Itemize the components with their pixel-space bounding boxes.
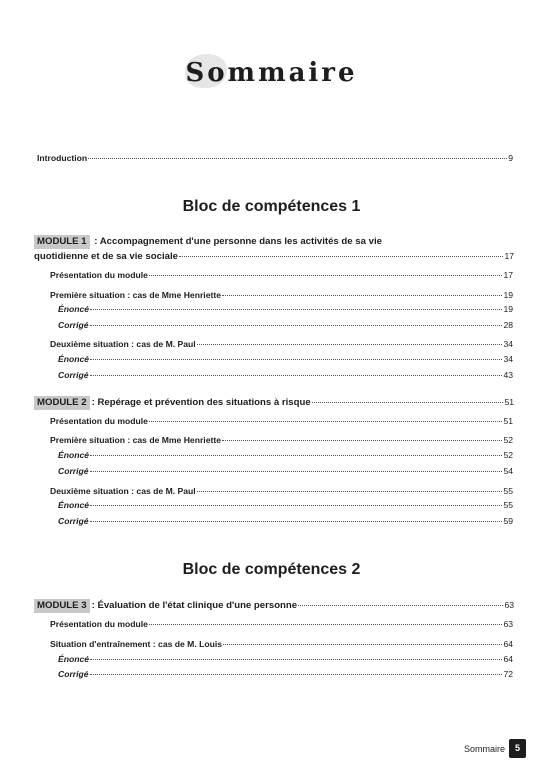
dot-leader bbox=[90, 359, 502, 360]
toc-entry-label: Présentation du module bbox=[50, 619, 148, 629]
toc-subentry[interactable] bbox=[58, 353, 513, 365]
toc-subentry-page: 54 bbox=[503, 466, 513, 476]
dot-leader bbox=[149, 624, 503, 625]
toc-subentry-page: 43 bbox=[503, 370, 513, 380]
module-3-title: : Évaluation de l'état clinique d'une personne bbox=[91, 600, 298, 611]
toc-subentry-page: 55 bbox=[503, 500, 513, 510]
toc-entry[interactable] bbox=[50, 269, 513, 281]
toc-subentry[interactable] bbox=[58, 465, 513, 477]
page-title: Sommaire bbox=[185, 58, 358, 88]
dot-leader bbox=[88, 158, 507, 159]
dot-leader bbox=[197, 344, 503, 345]
toc-subentry-label: Énoncé bbox=[58, 304, 90, 314]
toc-entry-label: Présentation du module bbox=[50, 270, 148, 280]
toc-subentry[interactable] bbox=[58, 515, 513, 527]
toc-intro[interactable] bbox=[37, 152, 513, 164]
dot-leader bbox=[222, 440, 502, 441]
toc-subentry-page: 52 bbox=[503, 450, 513, 460]
toc-entry[interactable] bbox=[50, 338, 513, 350]
toc-entry[interactable] bbox=[50, 415, 513, 427]
bloc-heading-2: Bloc de compétences 2 bbox=[182, 561, 361, 578]
dot-leader bbox=[197, 491, 503, 492]
toc-entry-page: 34 bbox=[503, 339, 513, 349]
module-3-tag: MODULE 3 bbox=[34, 599, 90, 613]
bloc-heading-1: Bloc de compétences 1 bbox=[182, 198, 361, 215]
dot-leader bbox=[223, 644, 502, 645]
toc-intro-page: 9 bbox=[508, 153, 513, 163]
toc-subentry[interactable] bbox=[58, 303, 513, 315]
toc-entry-page: 17 bbox=[503, 270, 513, 280]
dot-leader bbox=[90, 375, 503, 376]
toc-entry-label: Deuxième situation : cas de M. Paul bbox=[50, 486, 196, 496]
toc-subentry-label: Énoncé bbox=[58, 500, 90, 510]
toc-subentry-page: 28 bbox=[503, 320, 513, 330]
toc-entry-page: 55 bbox=[503, 486, 513, 496]
toc-subentry-label: Énoncé bbox=[58, 654, 90, 664]
toc-entry[interactable] bbox=[50, 485, 513, 497]
toc-entry-label: Première situation : cas de Mme Henriette bbox=[50, 435, 221, 445]
toc-subentry[interactable] bbox=[58, 449, 513, 461]
dot-leader bbox=[179, 256, 503, 257]
toc-entry[interactable] bbox=[50, 289, 513, 301]
dot-leader bbox=[149, 275, 503, 276]
toc-entry-page: 52 bbox=[503, 435, 513, 445]
toc-subentry-label: Corrigé bbox=[58, 466, 89, 476]
module-2-title: : Repérage et prévention des situations à risque bbox=[91, 397, 311, 408]
toc-entry[interactable] bbox=[50, 618, 513, 630]
module-3-heading[interactable] bbox=[34, 598, 514, 613]
module-1-heading[interactable] bbox=[34, 235, 514, 264]
toc-subentry-label: Énoncé bbox=[58, 354, 90, 364]
toc-subentry-page: 19 bbox=[503, 304, 513, 314]
module-1-tag: MODULE 1 bbox=[34, 235, 90, 249]
dot-leader bbox=[90, 471, 503, 472]
toc-intro-label: Introduction bbox=[37, 153, 88, 163]
toc-subentry[interactable] bbox=[58, 319, 513, 331]
toc-entry-label: Première situation : cas de Mme Henriette bbox=[50, 290, 221, 300]
toc-subentry-page: 72 bbox=[503, 669, 513, 679]
dot-leader bbox=[312, 402, 504, 403]
toc-subentry-page: 34 bbox=[503, 354, 513, 364]
toc-entry-label: Présentation du module bbox=[50, 416, 148, 426]
toc-subentry-label: Énoncé bbox=[58, 450, 90, 460]
dot-leader bbox=[298, 605, 503, 606]
module-3-page: 63 bbox=[504, 600, 514, 610]
toc-subentry-page: 64 bbox=[503, 654, 513, 664]
toc-subentry[interactable] bbox=[58, 499, 513, 511]
toc-entry-label: Situation d'entraînement : cas de M. Louis bbox=[50, 639, 223, 649]
dot-leader bbox=[90, 521, 503, 522]
toc-subentry-label: Corrigé bbox=[58, 320, 89, 330]
module-2-page: 51 bbox=[504, 397, 514, 407]
dot-leader bbox=[90, 325, 503, 326]
toc-entry-page: 51 bbox=[503, 416, 513, 426]
footer-label: Sommaire bbox=[463, 744, 505, 754]
dot-leader bbox=[149, 421, 503, 422]
dot-leader bbox=[90, 505, 502, 506]
module-1-page: 17 bbox=[504, 251, 514, 261]
module-1-title-line1: : Accompagnement d'une personne dans les activités de sa vie bbox=[91, 236, 382, 247]
module-1-title-line2: quotidienne et de sa vie sociale bbox=[34, 251, 178, 262]
toc-subentry-label: Corrigé bbox=[58, 370, 89, 380]
toc-entry[interactable] bbox=[50, 638, 513, 650]
toc-subentry[interactable] bbox=[58, 653, 513, 665]
toc-subentry[interactable] bbox=[58, 668, 513, 680]
dot-leader bbox=[222, 295, 502, 296]
dot-leader bbox=[90, 309, 502, 310]
dot-leader bbox=[90, 674, 503, 675]
toc-entry-page: 64 bbox=[503, 639, 513, 649]
page-number-badge: 5 bbox=[509, 739, 526, 758]
title-area bbox=[0, 54, 543, 88]
module-2-tag: MODULE 2 bbox=[34, 396, 90, 410]
toc-subentry-label: Corrigé bbox=[58, 516, 89, 526]
toc-subentry[interactable] bbox=[58, 369, 513, 381]
toc-entry-page: 19 bbox=[503, 290, 513, 300]
toc-subentry-page: 59 bbox=[503, 516, 513, 526]
dot-leader bbox=[90, 659, 502, 660]
toc-entry[interactable] bbox=[50, 434, 513, 446]
toc-subentry-label: Corrigé bbox=[58, 669, 89, 679]
module-2-heading[interactable] bbox=[34, 395, 514, 410]
toc-entry-label: Deuxième situation : cas de M. Paul bbox=[50, 339, 196, 349]
toc-entry-page: 63 bbox=[503, 619, 513, 629]
dot-leader bbox=[90, 455, 502, 456]
